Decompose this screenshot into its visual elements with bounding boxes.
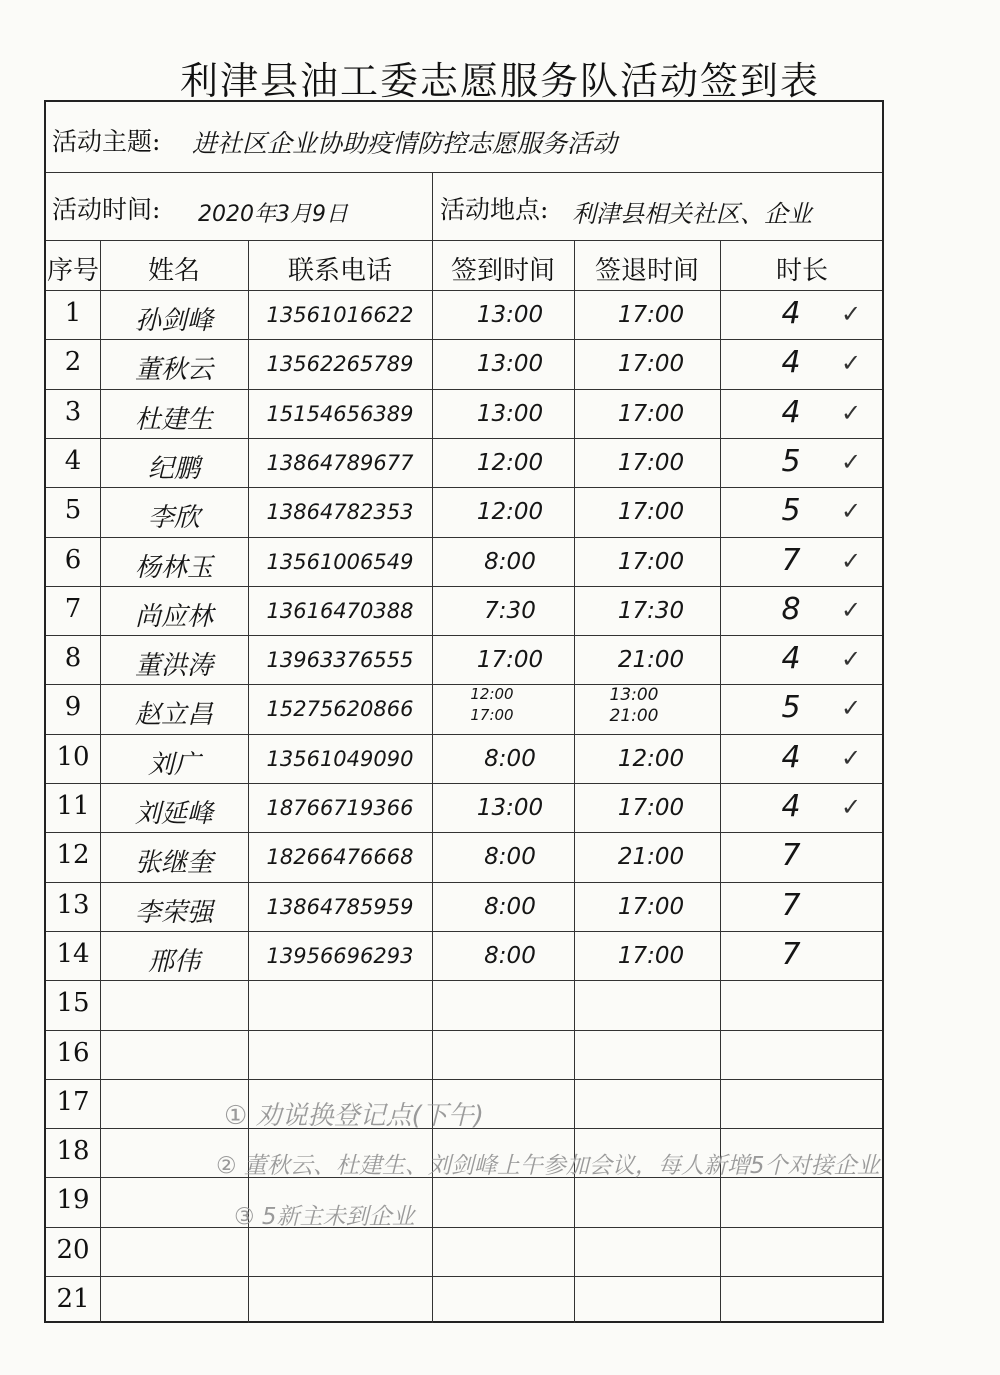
check-mark: ✓: [840, 349, 862, 378]
row-number: 10: [56, 741, 90, 772]
sign-in-time: 8:00: [484, 893, 536, 920]
col-header-sign-in: 签到时间: [450, 256, 555, 286]
row-divider: [46, 537, 882, 538]
sign-in-time: 12:00: [476, 499, 544, 526]
col-header-phone: 联系电话: [287, 256, 392, 286]
sign-out-time: 17:00: [617, 548, 685, 575]
sign-out-time: 17:00: [617, 795, 685, 821]
signer-phone: 13561016622: [266, 303, 414, 327]
row-divider: [46, 1079, 882, 1080]
duration-hours: 7: [781, 936, 801, 972]
signer-phone: 13561049090: [266, 746, 414, 771]
page-title: 利津县油工委志愿服务队活动签到表: [179, 59, 820, 103]
sign-out-time: 17:00: [617, 499, 685, 526]
signer-name: 邢伟: [147, 946, 200, 977]
check-mark: ✓: [840, 743, 862, 772]
column-divider: [432, 172, 433, 240]
signer-phone: 13864782353: [266, 500, 414, 525]
row-number: 4: [64, 445, 82, 476]
row-number: 16: [56, 1037, 90, 1068]
sign-in-time: 12:00: [470, 685, 514, 704]
sign-out-time: 17:00: [617, 893, 685, 920]
check-mark: ✓: [840, 300, 862, 328]
row-divider: [46, 290, 882, 291]
row-number: 13: [56, 889, 90, 920]
duration-hours: 7: [781, 838, 801, 874]
signer-name: 尚应林: [134, 601, 213, 632]
row-number: 19: [56, 1185, 90, 1216]
sign-out-time: 13:00: [609, 685, 659, 706]
time-label: 活动时间:: [52, 195, 161, 224]
sign-out-time: 17:30: [617, 597, 685, 624]
duration-hours: 7: [781, 542, 801, 578]
sign-in-time: 8:00: [484, 745, 536, 772]
row-divider: [46, 931, 882, 932]
place-value: 利津县相关社区、企业: [572, 200, 812, 228]
row-divider: [46, 172, 882, 173]
row-divider: [46, 1227, 882, 1228]
row-divider: [46, 734, 882, 735]
row-divider: [46, 832, 882, 833]
row-number: 9: [64, 692, 82, 723]
signer-phone: 15154656389: [266, 401, 414, 426]
row-number: 7: [64, 593, 82, 624]
sign-out-time: 17:00: [617, 942, 685, 969]
sign-out-time: 17:00: [617, 449, 685, 476]
row-divider: [46, 980, 882, 981]
sign-in-time: 13:00: [476, 351, 544, 378]
sign-out-time: 17:00: [617, 351, 685, 378]
duration-hours: 5: [781, 493, 801, 529]
sign-in-table: [44, 100, 884, 1323]
duration-hours: 4: [781, 641, 801, 677]
signer-phone: 13963376555: [266, 648, 414, 673]
check-mark: ✓: [840, 447, 862, 476]
duration-hours: 5: [781, 443, 801, 479]
sign-out-time-2: 21:00: [609, 706, 659, 727]
row-number: 12: [56, 840, 90, 871]
row-divider: [46, 240, 882, 241]
check-mark: ✓: [840, 595, 862, 624]
sign-in-time: 8:00: [484, 844, 536, 871]
check-mark: ✓: [840, 793, 862, 821]
col-header-no: 序号: [46, 256, 99, 286]
signer-name: 刘广: [147, 749, 200, 780]
row-number: 18: [56, 1136, 90, 1167]
check-mark: ✓: [840, 645, 862, 674]
signer-name: 李荣强: [134, 897, 213, 928]
sign-in-time: 8:00: [484, 548, 536, 575]
theme-value: 进社区企业协助疫情防控志愿服务活动: [192, 129, 618, 158]
row-divider: [46, 882, 882, 883]
sign-out-time: 21:00: [617, 647, 685, 674]
signer-name: 纪鹏: [147, 453, 200, 484]
sign-in-time: 13:00: [476, 795, 544, 821]
row-number: 15: [56, 988, 90, 1019]
check-mark: ✓: [840, 497, 862, 526]
signer-phone: 18266476668: [266, 845, 414, 870]
signer-phone: 13561006549: [266, 549, 414, 574]
col-header-sign-out: 签退时间: [594, 256, 699, 286]
row-number: 2: [64, 347, 82, 378]
signer-name: 赵立昌: [134, 700, 213, 731]
row-number: 21: [56, 1284, 90, 1314]
signer-name: 杜建生: [134, 404, 213, 435]
row-number: 6: [64, 544, 82, 575]
sign-out-time: 12:00: [617, 745, 685, 772]
sign-in-time: 12:00: [476, 449, 544, 476]
theme-label: 活动主题:: [52, 127, 161, 156]
row-divider: [46, 783, 882, 784]
duration-hours: 8: [781, 591, 801, 627]
col-header-duration: 时长: [775, 256, 828, 286]
row-divider: [46, 635, 882, 636]
duration-hours: 4: [781, 394, 801, 430]
signer-phone: 13864789677: [266, 450, 414, 475]
signer-name: 孙剑峰: [134, 306, 213, 336]
signer-phone: 13864785959: [266, 894, 414, 919]
note-1: ① 劝说换登记点(下午): [224, 1101, 484, 1131]
row-number: 14: [56, 938, 90, 969]
sign-in-time: 8:00: [484, 942, 536, 969]
sign-in-time: 7:30: [484, 597, 536, 624]
check-mark: ✓: [840, 546, 862, 575]
row-number: 3: [64, 396, 82, 427]
check-mark: ✓: [840, 694, 862, 723]
signer-phone: 13616470388: [266, 598, 414, 623]
signer-name: 刘延峰: [134, 799, 213, 829]
duration-hours: 4: [781, 789, 801, 824]
sign-out-time: 17:00: [617, 400, 685, 427]
row-divider: [46, 1030, 882, 1031]
signer-phone: 13562265789: [266, 352, 414, 377]
duration-hours: 4: [781, 739, 801, 775]
row-number: 1: [64, 298, 82, 328]
sign-out-time: 21:00: [617, 844, 685, 871]
duration-hours: 5: [781, 690, 801, 726]
row-divider: [46, 1276, 882, 1277]
row-number: 8: [64, 643, 82, 674]
sign-in-time: 13:00: [476, 400, 544, 427]
signer-phone: 18766719366: [266, 796, 414, 820]
row-number: 20: [56, 1234, 90, 1265]
col-header-name: 姓名: [147, 256, 200, 286]
note-3: ③ 5新主未到企业: [234, 1204, 415, 1230]
sign-in-time: 13:00: [476, 302, 544, 328]
signer-phone: 15275620866: [266, 697, 414, 722]
row-number: 17: [56, 1086, 90, 1117]
row-number: 11: [56, 791, 90, 821]
row-divider: [46, 487, 882, 488]
signer-name: 李欣: [147, 503, 200, 534]
signer-phone: 13956696293: [266, 943, 414, 968]
check-mark: ✓: [840, 398, 862, 427]
row-divider: [46, 586, 882, 587]
duration-hours: 7: [781, 887, 801, 923]
signer-name: 董洪涛: [134, 651, 213, 682]
row-number: 5: [64, 495, 82, 526]
duration-hours: 4: [781, 296, 801, 331]
note-2: ② 董秋云、杜建生、刘剑峰上午参加会议，每人新增5个对接企业: [216, 1153, 880, 1179]
signer-name: 董秋云: [134, 355, 213, 386]
signer-name: 张继奎: [134, 848, 213, 879]
row-divider: [46, 438, 882, 439]
row-divider: [46, 339, 882, 340]
row-divider: [46, 389, 882, 390]
duration-hours: 4: [781, 345, 801, 381]
place-label: 活动地点:: [440, 195, 549, 224]
signer-name: 杨林玉: [134, 552, 213, 583]
sign-out-time: 17:00: [617, 302, 685, 328]
sign-in-time: 17:00: [476, 647, 544, 674]
sign-in-time-2: 17:00: [470, 706, 514, 725]
time-value: 2020年3月9日: [198, 202, 348, 227]
